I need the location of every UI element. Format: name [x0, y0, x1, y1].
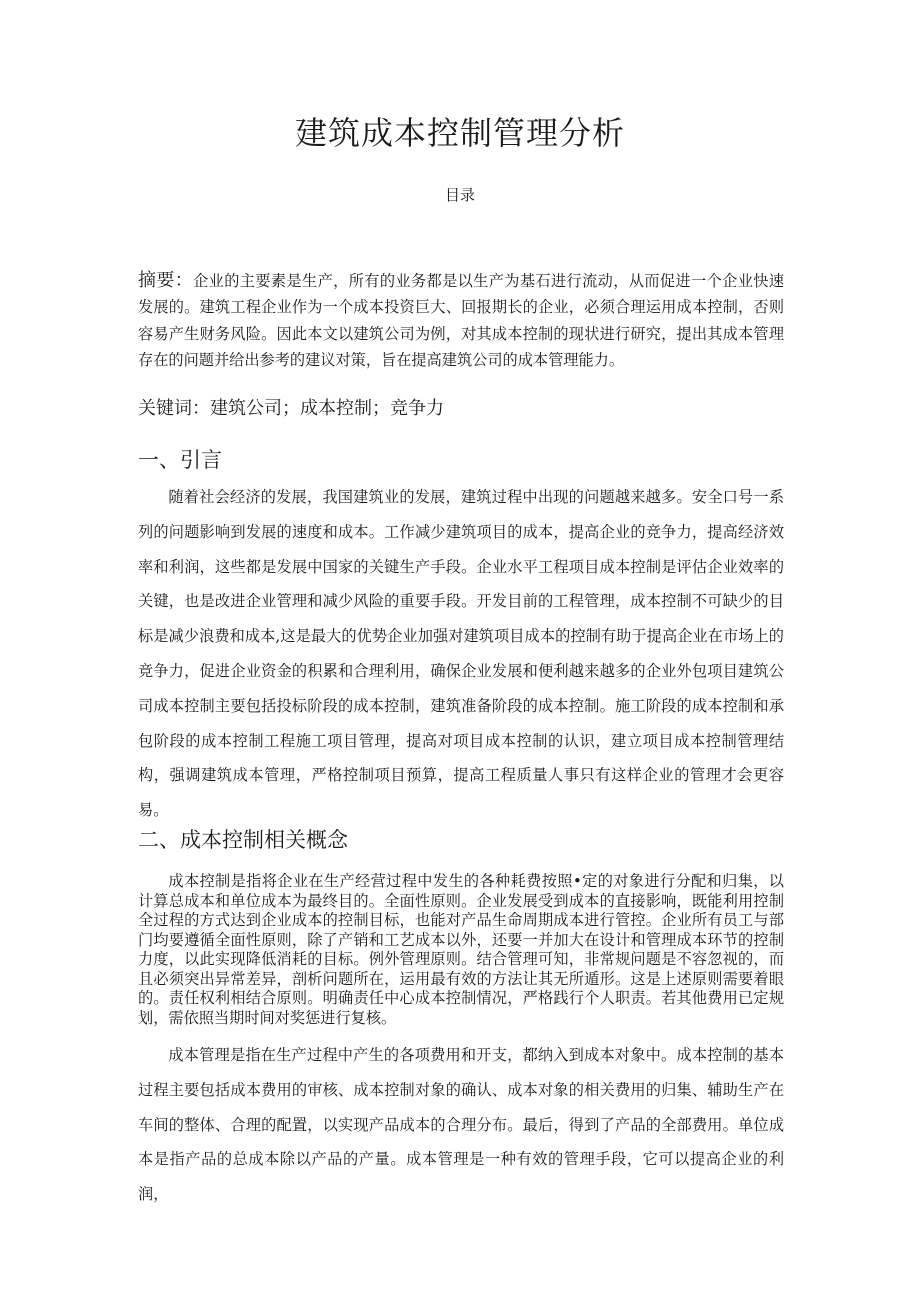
abstract-label: 摘要： [138, 270, 194, 291]
abstract [138, 268, 784, 373]
toc-label: 目录 [444, 186, 475, 204]
abstract-text: 企业的主要素是生产，所有的业务都是以生产为基石进行流动，从而促进一个企业快速发展的。建筑工程企业作为一个成本投资巨大、回报期长的企业，必须合理运用成本控制，否则容易产生财务风险。因此本文以建筑公司为例，对其成本控制的现状进行研究，提出其成本管理存在的问题并给出参考的建议对策，旨在提高建筑公司的成本管理能力。 [138, 272, 785, 369]
section-heading-concepts: 二、成本控制相关概念 [138, 828, 348, 852]
concepts-paragraph-1: 成本控制是指将企业在生产经营过程中发生的各种耗费按照•定的对象进行分配和归集，以计算总成本和单位成本为最终目的。全面性原则。企业发展受到成本的直接影响，既能利用控制全过程的方式达到企业成本的控制目标，也能对产品生命周期成本进行管控。企业所有员工与部门均要遵循全面性原则，除了产销和工艺成本以外，还要一并加大在设计和管理成本环节的控制力度，以此实现降低消耗的目标。例外管理原则。结合管理可知，非常规问题是不容忽视的，而且必须突出异常差异，剖析问题所在，运用最有效的方法让其无所遁形。这是上述原则需要着眼的。责任权利相结合原则。明确责任中心成本控制情况，严格践行个人职责。若其他费用已定规划，需依照当期时间对奖惩进行复核。 [138, 872, 784, 1027]
introduction-paragraph: 随着社会经济的发展，我国建筑业的发展，建筑过程中出现的问题越来越多。安全口号一系列的问题影响到发展的速度和成本。工作减少建筑项目的成本，提高企业的竞争力，提高经济效率和利润，这些都是发展中国家的关键生产手段。企业水平工程项目成本控制是评估企业效率的关键，也是改进企业管理和减少风险的重要手段。开发目前的工程管理，成本控制不可缺少的目标是减少浪费和成本,这是最大的优势企业加强对建筑项目成本的控制有助于提高企业在市场上的竞争力，促进企业资金的积累和合理利用，确保企业发展和便利越来越多的企业外包项目建筑公司成本控制主要包括投标阶段的成本控制，建筑准备阶段的成本控制。施工阶段的成本控制和承包阶段的成本控制工程施工项目管理，提高对项目成本控制的认识，建立项目成本控制管理结构，强调建筑成本管理，严格控制项目预算，提高工程质量人事只有这样企业的管理才会更容易。 [138, 488, 784, 820]
section-heading-introduction: 一、引言 [138, 448, 222, 472]
keywords: 关键词：建筑公司；成本控制；竞争力 [138, 398, 444, 419]
concepts-paragraph-2: 成本管理是指在生产过程中产生的各项费用和开支，都纳入到成本对象中。成本控制的基本过程主要包括成本费用的审核、成本控制对象的确认、成本对象的相关费用的归集、辅助生产在车间的整体、合理的配置，以实现产品成本的合理分布。最后，得到了产品的全部费用。单位成本是指产品的总成本除以产品的产量。成本管理是一种有效的管理手段，它可以提高企业的利润， [138, 1046, 784, 1204]
document-title: 建筑成本控制管理分析 [294, 114, 625, 152]
